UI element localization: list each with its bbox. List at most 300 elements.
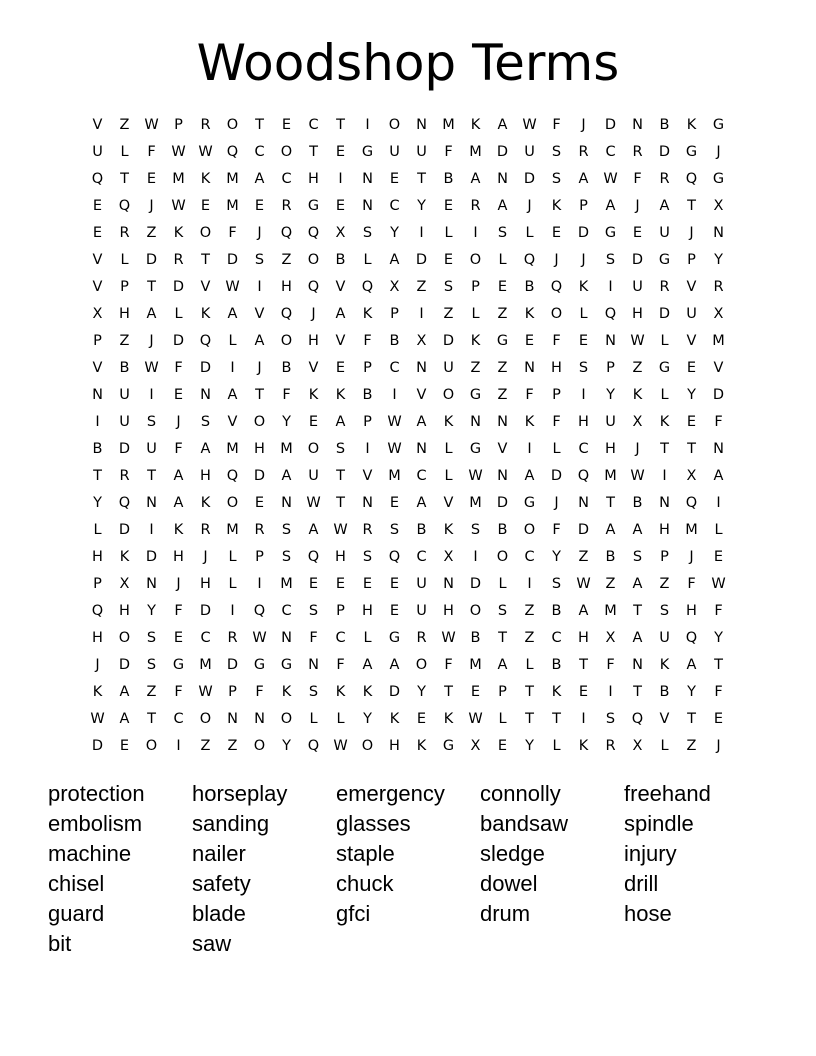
grid-letter: V xyxy=(92,116,103,133)
grid-letter: A xyxy=(686,656,697,673)
grid-letter: I xyxy=(581,710,586,727)
grid-letter: A xyxy=(173,494,184,511)
grid-letter: Q xyxy=(226,467,239,484)
grid-letter: Y xyxy=(606,386,615,403)
grid-letter: T xyxy=(147,710,156,727)
grid-letter: G xyxy=(712,116,725,133)
grid-letter: S xyxy=(551,143,562,160)
grid-letter: M xyxy=(226,197,239,214)
grid-letter: D xyxy=(658,143,671,160)
grid-letter: E xyxy=(254,494,265,511)
grid-letter: W xyxy=(171,197,186,214)
grid-letter: Y xyxy=(363,710,372,727)
grid-letter: Q xyxy=(307,548,320,565)
grid-letter: J xyxy=(95,656,100,673)
grid-letter: H xyxy=(389,737,400,754)
grid-letter: X xyxy=(119,575,130,592)
grid-letter: D xyxy=(442,332,455,349)
grid-letter: N xyxy=(281,494,292,511)
grid-letter: M xyxy=(469,143,482,160)
grid-letter: S xyxy=(308,683,319,700)
grid-letter: L xyxy=(660,332,669,349)
grid-letter: V xyxy=(308,359,319,376)
grid-letter: J xyxy=(311,305,316,322)
grid-letter: L xyxy=(363,251,372,268)
grid-letter: Z xyxy=(416,278,427,295)
word-list-item: staple xyxy=(336,841,395,866)
grid-letter: T xyxy=(606,494,615,511)
grid-letter: X xyxy=(443,548,454,565)
grid-letter: L xyxy=(660,386,669,403)
grid-letter: V xyxy=(686,278,697,295)
grid-letter: Q xyxy=(226,143,239,160)
grid-letter: Q xyxy=(685,170,698,187)
grid-letter: R xyxy=(227,629,238,646)
grid-letter: B xyxy=(659,116,670,133)
grid-letter: S xyxy=(362,224,373,241)
grid-letter: J xyxy=(689,224,694,241)
grid-letter: L xyxy=(525,224,534,241)
grid-letter: O xyxy=(226,116,239,133)
grid-letter: K xyxy=(200,170,211,187)
grid-letter: A xyxy=(659,197,670,214)
grid-letter: I xyxy=(419,305,424,322)
grid-letter: D xyxy=(577,224,590,241)
grid-letter: P xyxy=(336,602,345,619)
grid-letter: T xyxy=(714,656,723,673)
grid-letter: S xyxy=(146,413,157,430)
grid-letter: M xyxy=(226,521,239,538)
grid-letter: C xyxy=(578,440,589,457)
grid-letter: T xyxy=(93,467,102,484)
grid-letter: J xyxy=(257,359,262,376)
grid-letter: K xyxy=(308,386,319,403)
grid-letter: N xyxy=(308,656,319,673)
grid-letter: E xyxy=(200,197,211,214)
grid-letter: P xyxy=(579,197,588,214)
grid-letter: P xyxy=(93,332,102,349)
grid-letter: I xyxy=(230,602,235,619)
grid-letter: G xyxy=(604,224,617,241)
grid-letter: S xyxy=(146,629,157,646)
grid-letter: Y xyxy=(282,413,291,430)
grid-letter: E xyxy=(578,332,589,349)
grid-letter: B xyxy=(389,332,400,349)
grid-letter: F xyxy=(174,440,183,457)
grid-letter: D xyxy=(712,386,725,403)
grid-letter: H xyxy=(119,602,130,619)
grid-letter: R xyxy=(254,521,265,538)
grid-letter: M xyxy=(685,521,698,538)
grid-letter: K xyxy=(443,521,454,538)
grid-letter: A xyxy=(605,521,616,538)
grid-letter: B xyxy=(443,170,454,187)
grid-letter: V xyxy=(416,386,427,403)
grid-letter: M xyxy=(172,170,185,187)
grid-letter: A xyxy=(200,440,211,457)
grid-letter: M xyxy=(280,575,293,592)
grid-letter: T xyxy=(444,683,453,700)
grid-letter: F xyxy=(633,170,642,187)
grid-letter: G xyxy=(280,656,293,673)
grid-letter: N xyxy=(497,170,508,187)
grid-letter: E xyxy=(173,629,184,646)
grid-letter: A xyxy=(578,170,589,187)
grid-letter: E xyxy=(686,413,697,430)
word-list-item: embolism xyxy=(48,811,143,836)
word-list-item: guard xyxy=(48,901,105,926)
grid-letter: W xyxy=(198,143,213,160)
grid-letter: I xyxy=(392,386,397,403)
grid-letter: D xyxy=(631,251,644,268)
grid-letter: Y xyxy=(147,602,156,619)
grid-letter: N xyxy=(497,467,508,484)
grid-letter: E xyxy=(389,170,400,187)
grid-letter: L xyxy=(93,521,102,538)
grid-letter: M xyxy=(469,656,482,673)
grid-letter: E xyxy=(173,386,184,403)
grid-letter: K xyxy=(119,548,130,565)
grid-letter: N xyxy=(713,224,724,241)
grid-letter: R xyxy=(119,224,130,241)
grid-letter: A xyxy=(389,656,400,673)
grid-letter: I xyxy=(662,467,667,484)
grid-letter: K xyxy=(200,494,211,511)
grid-letter: C xyxy=(335,629,346,646)
grid-letter: L xyxy=(525,656,534,673)
grid-letter: T xyxy=(255,116,264,133)
grid-letter: I xyxy=(473,224,478,241)
grid-letter: L xyxy=(120,143,129,160)
grid-letter: Q xyxy=(199,332,212,349)
grid-letter: I xyxy=(419,224,424,241)
grid-letter: S xyxy=(200,413,211,430)
grid-letter: N xyxy=(632,116,643,133)
grid-letter: Y xyxy=(390,224,399,241)
word-list-item: saw xyxy=(192,931,232,956)
grid-letter: D xyxy=(172,332,185,349)
grid-letter: Z xyxy=(146,224,157,241)
grid-letter: Q xyxy=(388,548,401,565)
grid-letter: R xyxy=(200,116,211,133)
grid-letter: C xyxy=(308,116,319,133)
grid-letter: I xyxy=(257,278,262,295)
grid-letter: K xyxy=(470,332,481,349)
grid-letter: A xyxy=(254,170,265,187)
grid-letter: C xyxy=(281,170,292,187)
grid-letter: F xyxy=(174,359,183,376)
grid-letter: J xyxy=(581,116,586,133)
grid-letter: K xyxy=(335,683,346,700)
grid-letter: L xyxy=(444,224,453,241)
grid-letter: I xyxy=(608,683,613,700)
grid-letter: S xyxy=(470,521,481,538)
grid-letter: E xyxy=(119,737,130,754)
grid-letter: T xyxy=(687,440,696,457)
grid-letter: U xyxy=(308,467,319,484)
grid-letter: T xyxy=(147,467,156,484)
grid-letter: K xyxy=(632,386,643,403)
grid-letter: Z xyxy=(578,548,589,565)
grid-letter: M xyxy=(442,116,455,133)
grid-letter: H xyxy=(335,548,346,565)
grid-letter: N xyxy=(524,359,535,376)
grid-letter: C xyxy=(254,143,265,160)
grid-letter: T xyxy=(336,494,345,511)
grid-letter: I xyxy=(257,575,262,592)
grid-letter: W xyxy=(333,521,348,538)
grid-letter: D xyxy=(658,305,671,322)
grid-letter: L xyxy=(552,440,561,457)
grid-letter: E xyxy=(416,710,427,727)
grid-letter: U xyxy=(416,575,427,592)
grid-letter: G xyxy=(523,494,536,511)
grid-letter: L xyxy=(660,737,669,754)
grid-letter: E xyxy=(443,197,454,214)
grid-letter: H xyxy=(281,278,292,295)
grid-letter: A xyxy=(713,467,724,484)
grid-letter: S xyxy=(632,548,643,565)
grid-letter: K xyxy=(443,413,454,430)
grid-letter: K xyxy=(389,710,400,727)
grid-letter: D xyxy=(118,521,131,538)
grid-letter: K xyxy=(200,305,211,322)
word-list-item: drill xyxy=(624,871,659,896)
grid-letter: V xyxy=(362,467,373,484)
grid-letter: T xyxy=(255,386,264,403)
grid-letter: I xyxy=(365,440,370,457)
grid-letter: A xyxy=(605,197,616,214)
grid-letter: U xyxy=(389,143,400,160)
grid-letter: O xyxy=(280,710,293,727)
grid-letter: G xyxy=(658,359,671,376)
word-list-item: glasses xyxy=(336,811,411,836)
grid-letter: J xyxy=(203,548,208,565)
grid-letter: Z xyxy=(605,575,616,592)
grid-letter: M xyxy=(469,494,482,511)
grid-letter: A xyxy=(146,305,157,322)
grid-letter: Q xyxy=(280,305,293,322)
grid-letter: L xyxy=(336,710,345,727)
grid-letter: R xyxy=(119,467,130,484)
grid-letter: F xyxy=(606,656,615,673)
grid-letter: A xyxy=(227,305,238,322)
grid-letter: I xyxy=(716,494,721,511)
grid-letter: P xyxy=(120,278,129,295)
word-list-item: sanding xyxy=(192,811,270,836)
grid-letter: E xyxy=(632,224,643,241)
grid-letter: C xyxy=(200,629,211,646)
grid-letter: L xyxy=(228,332,237,349)
grid-letter: E xyxy=(497,737,508,754)
grid-letter: R xyxy=(416,629,427,646)
grid-letter: K xyxy=(686,116,697,133)
grid-letter: A xyxy=(281,467,292,484)
grid-letter: P xyxy=(93,575,102,592)
grid-letter: D xyxy=(523,170,536,187)
grid-letter: U xyxy=(119,413,130,430)
grid-letter: E xyxy=(686,359,697,376)
grid-letter: L xyxy=(444,467,453,484)
grid-letter: L xyxy=(714,521,723,538)
grid-letter: A xyxy=(119,683,130,700)
grid-letter: H xyxy=(173,548,184,565)
grid-letter: P xyxy=(498,683,507,700)
grid-letter: G xyxy=(253,656,266,673)
grid-letter: N xyxy=(659,494,670,511)
grid-letter: Z xyxy=(632,359,643,376)
grid-letter: E xyxy=(146,170,157,187)
grid-letter: D xyxy=(550,467,563,484)
grid-letter: D xyxy=(604,116,617,133)
grid-letter: Q xyxy=(631,710,644,727)
grid-letter: U xyxy=(416,602,427,619)
grid-letter: R xyxy=(173,251,184,268)
grid-letter: A xyxy=(389,251,400,268)
grid-letter: V xyxy=(497,440,508,457)
grid-letter: A xyxy=(497,197,508,214)
grid-letter: A xyxy=(173,467,184,484)
word-list xyxy=(48,779,788,959)
grid-letter: N xyxy=(713,440,724,457)
grid-letter: K xyxy=(524,305,535,322)
grid-letter: H xyxy=(632,305,643,322)
word-list-item: chuck xyxy=(336,871,394,896)
grid-letter: N xyxy=(362,170,373,187)
grid-letter: H xyxy=(578,629,589,646)
grid-letter: Z xyxy=(281,251,292,268)
grid-letter: W xyxy=(522,116,537,133)
grid-letter: P xyxy=(390,305,399,322)
grid-letter: H xyxy=(551,359,562,376)
grid-letter: F xyxy=(552,521,561,538)
grid-letter: Z xyxy=(227,737,238,754)
grid-letter: Y xyxy=(417,197,426,214)
grid-letter: I xyxy=(527,575,532,592)
grid-letter: Y xyxy=(714,251,723,268)
grid-letter: V xyxy=(200,278,211,295)
grid-letter: T xyxy=(498,629,507,646)
word-list-item: horseplay xyxy=(192,781,288,806)
grid-letter: L xyxy=(174,305,183,322)
grid-letter: N xyxy=(470,413,481,430)
grid-letter: D xyxy=(226,656,239,673)
grid-letter: C xyxy=(389,197,400,214)
grid-letter: H xyxy=(578,413,589,430)
grid-letter: D xyxy=(145,548,158,565)
grid-letter: X xyxy=(389,278,400,295)
grid-letter: A xyxy=(119,710,130,727)
grid-letter: L xyxy=(444,440,453,457)
grid-letter: O xyxy=(442,386,455,403)
grid-letter: D xyxy=(172,278,185,295)
grid-letter: G xyxy=(496,332,509,349)
grid-letter: M xyxy=(226,170,239,187)
grid-letter: J xyxy=(176,575,181,592)
grid-letter: B xyxy=(659,683,670,700)
grid-letter: L xyxy=(471,305,480,322)
grid-letter: L xyxy=(579,305,588,322)
grid-letter: E xyxy=(335,197,346,214)
grid-letter: B xyxy=(551,602,562,619)
grid-letter: H xyxy=(605,440,616,457)
grid-letter: Q xyxy=(253,602,266,619)
grid-letter: K xyxy=(362,305,373,322)
grid-letter: G xyxy=(685,143,698,160)
grid-letter: N xyxy=(632,656,643,673)
grid-letter: D xyxy=(226,251,239,268)
grid-letter: U xyxy=(524,143,535,160)
word-list-item: drum xyxy=(480,901,531,926)
grid-letter: U xyxy=(659,224,670,241)
grid-letter: A xyxy=(335,413,346,430)
grid-letter: C xyxy=(281,602,292,619)
grid-letter: X xyxy=(416,332,427,349)
grid-letter: O xyxy=(280,332,293,349)
grid-letter: E xyxy=(362,575,373,592)
grid-letter: M xyxy=(280,440,293,457)
grid-letter: B xyxy=(605,548,616,565)
grid-letter: O xyxy=(415,656,428,673)
grid-letter: F xyxy=(228,224,237,241)
word-list-item: hose xyxy=(624,901,672,926)
grid-letter: T xyxy=(417,170,426,187)
grid-letter: T xyxy=(687,710,696,727)
grid-letter: B xyxy=(92,440,103,457)
grid-letter: V xyxy=(686,332,697,349)
word-list-item: safety xyxy=(192,871,251,896)
word-list-item: blade xyxy=(192,901,246,926)
grid-letter: Y xyxy=(552,548,561,565)
grid-letter: F xyxy=(525,386,534,403)
grid-letter: Y xyxy=(714,629,723,646)
grid-letter: H xyxy=(362,602,373,619)
grid-letter: H xyxy=(308,332,319,349)
grid-letter: E xyxy=(470,683,481,700)
grid-letter: H xyxy=(308,170,319,187)
grid-letter: J xyxy=(149,197,154,214)
grid-letter: U xyxy=(659,629,670,646)
grid-letter: H xyxy=(200,575,211,592)
grid-letter: K xyxy=(524,413,535,430)
grid-letter: E xyxy=(389,575,400,592)
grid-letter: P xyxy=(174,116,183,133)
grid-letter: D xyxy=(118,656,131,673)
grid-letter: T xyxy=(309,143,318,160)
grid-letter: J xyxy=(635,440,640,457)
grid-letter: O xyxy=(469,602,482,619)
grid-letter: H xyxy=(92,548,103,565)
grid-letter: X xyxy=(632,413,643,430)
grid-letter: K xyxy=(470,116,481,133)
grid-letter: D xyxy=(577,521,590,538)
grid-letter: O xyxy=(199,224,212,241)
grid-letter: Z xyxy=(497,386,508,403)
grid-letter: T xyxy=(201,251,210,268)
grid-letter: W xyxy=(306,494,321,511)
grid-letter: R xyxy=(605,737,616,754)
grid-letter: C xyxy=(416,548,427,565)
grid-letter: O xyxy=(388,116,401,133)
grid-letter: A xyxy=(335,305,346,322)
grid-letter: S xyxy=(605,710,616,727)
grid-letter: Z xyxy=(659,575,670,592)
grid-letter: Z xyxy=(146,683,157,700)
grid-letter: B xyxy=(497,521,508,538)
grid-letter: D xyxy=(415,251,428,268)
grid-letter: E xyxy=(92,197,103,214)
grid-letter: J xyxy=(176,413,181,430)
